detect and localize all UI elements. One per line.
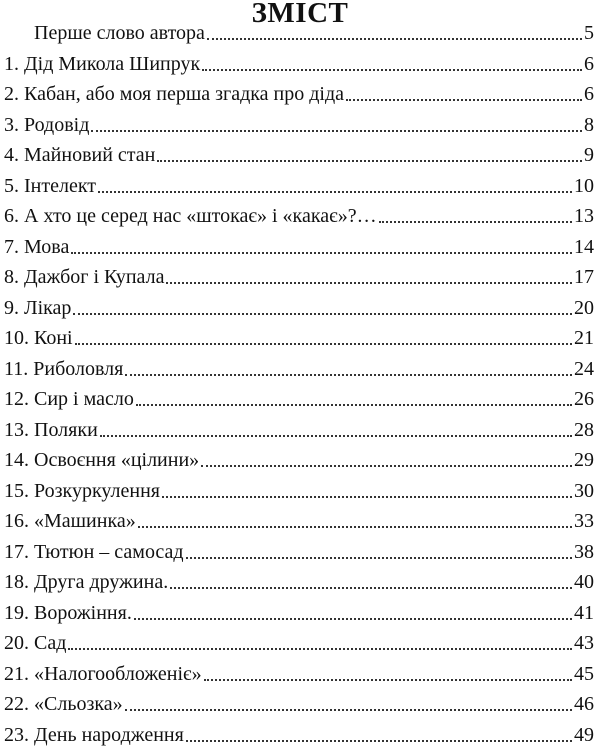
toc-entry-page: 21 <box>574 327 594 349</box>
dot-leader <box>138 526 572 528</box>
dot-leader <box>157 160 582 162</box>
dot-leader <box>98 191 572 193</box>
toc-entry <box>0 351 600 382</box>
toc-entry <box>0 412 600 443</box>
dot-leader <box>134 618 572 620</box>
toc-entry-page: 45 <box>574 662 594 685</box>
toc-entry-label: 6. А хто це серед нас «штокає» і «какає»?… <box>4 205 377 227</box>
toc-entry-label: 7. Мова <box>4 235 70 258</box>
toc-entry-label: Перше слово автора <box>34 22 205 44</box>
dot-leader <box>207 38 582 40</box>
dot-leader <box>71 252 572 254</box>
toc-entry <box>0 290 600 321</box>
dot-leader <box>202 69 582 71</box>
toc-list <box>0 22 600 748</box>
toc-entry-page: 43 <box>574 632 594 654</box>
toc-entry <box>0 717 600 748</box>
toc-entry <box>0 534 600 565</box>
toc-entry <box>0 138 600 169</box>
toc-entry <box>0 626 600 657</box>
toc-entry-label: 10. Коні <box>4 327 73 349</box>
dot-leader <box>91 130 582 132</box>
dot-leader <box>170 587 572 589</box>
toc-entry-label: 23. День народження <box>4 723 184 746</box>
toc-entry-page: 20 <box>574 296 594 319</box>
toc-entry-page: 9 <box>584 144 594 166</box>
toc-entry <box>0 443 600 474</box>
toc-entry-label: 9. Лікар <box>4 296 72 319</box>
toc-entry-page: 49 <box>574 723 594 746</box>
toc-entry-page: 8 <box>584 113 594 136</box>
toc-entry-label: 2. Кабан, або моя перша згадка про діда <box>4 83 345 105</box>
toc-entry-label: 19. Ворожіння. <box>4 601 132 624</box>
dot-leader <box>346 99 582 101</box>
dot-leader <box>204 679 572 681</box>
toc-entry-label: 17. Тютюн – самосад <box>4 540 184 563</box>
toc-entry-page: 41 <box>574 601 594 624</box>
toc-entry <box>0 504 600 535</box>
toc-entry-label: 14. Освоєння «цілини» <box>4 449 200 471</box>
toc-entry <box>0 595 600 626</box>
toc-entry-page: 24 <box>574 357 594 380</box>
toc-entry <box>0 656 600 687</box>
dot-leader <box>68 648 572 650</box>
toc-entry-page: 28 <box>574 418 594 441</box>
toc-entry-page: 38 <box>574 540 594 563</box>
dot-leader <box>136 404 572 406</box>
toc-entry-page: 14 <box>574 235 594 258</box>
toc-entry-page: 5 <box>584 22 594 44</box>
toc-entry <box>0 77 600 108</box>
toc-entry-page: 13 <box>574 205 594 227</box>
dot-leader <box>125 374 572 376</box>
toc-entry-label: 3. Родовід <box>4 113 90 136</box>
toc-entry <box>0 473 600 504</box>
toc-entry-page: 33 <box>574 510 594 532</box>
toc-entry-label: 12. Сир і масло <box>4 388 134 410</box>
toc-entry-label: 8. Дажбог і Купала <box>4 266 165 288</box>
dot-leader <box>379 221 572 223</box>
dot-leader <box>73 313 572 315</box>
toc-entry-label: 21. «Налогообложеніє» <box>4 662 202 685</box>
toc-entry-page: 6 <box>584 83 594 105</box>
toc-entry <box>0 382 600 413</box>
toc-entry <box>0 565 600 596</box>
toc-entry-label: 1. Дід Микола Шипрук <box>4 52 201 75</box>
toc-entry-label: 16. «Машинка» <box>4 510 136 532</box>
page-title: ЗМІСТ <box>251 0 349 29</box>
toc-entry-page: 10 <box>574 174 594 197</box>
toc-entry <box>0 229 600 260</box>
toc-entry-label: 15. Розкуркулення <box>4 479 160 502</box>
dot-leader <box>186 557 572 559</box>
dot-leader <box>75 343 572 345</box>
toc-entry <box>0 168 600 199</box>
dot-leader <box>166 282 572 284</box>
toc-entry-page: 29 <box>574 449 594 471</box>
dot-leader <box>162 496 572 498</box>
dot-leader <box>125 709 572 711</box>
toc-entry-label: 18. Друга дружина. <box>4 571 169 593</box>
toc-entry <box>0 22 600 46</box>
toc-entry-label: 5. Інтелект <box>4 174 97 197</box>
toc-entry-page: 30 <box>574 479 594 502</box>
toc-entry <box>0 107 600 138</box>
toc-entry-page: 17 <box>574 266 594 288</box>
toc-entry <box>0 687 600 718</box>
toc-entry-label: 22. «Сльозка» <box>4 693 123 715</box>
toc-entry <box>0 46 600 77</box>
dot-leader <box>100 435 572 437</box>
toc-entry-page: 46 <box>574 693 594 715</box>
toc-entry-page: 6 <box>584 52 594 75</box>
toc-entry <box>0 260 600 291</box>
toc-entry-page: 40 <box>574 571 594 593</box>
toc-entry-label: 20. Сад <box>4 632 67 654</box>
toc-entry-page: 26 <box>574 388 594 410</box>
dot-leader <box>186 740 572 742</box>
toc-entry <box>0 321 600 352</box>
dot-leader <box>201 465 572 467</box>
toc-entry-label: 4. Майновий стан <box>4 144 156 166</box>
toc-entry <box>0 199 600 230</box>
toc-entry-label: 13. Поляки <box>4 418 98 441</box>
toc-entry-label: 11. Риболовля <box>4 357 124 380</box>
